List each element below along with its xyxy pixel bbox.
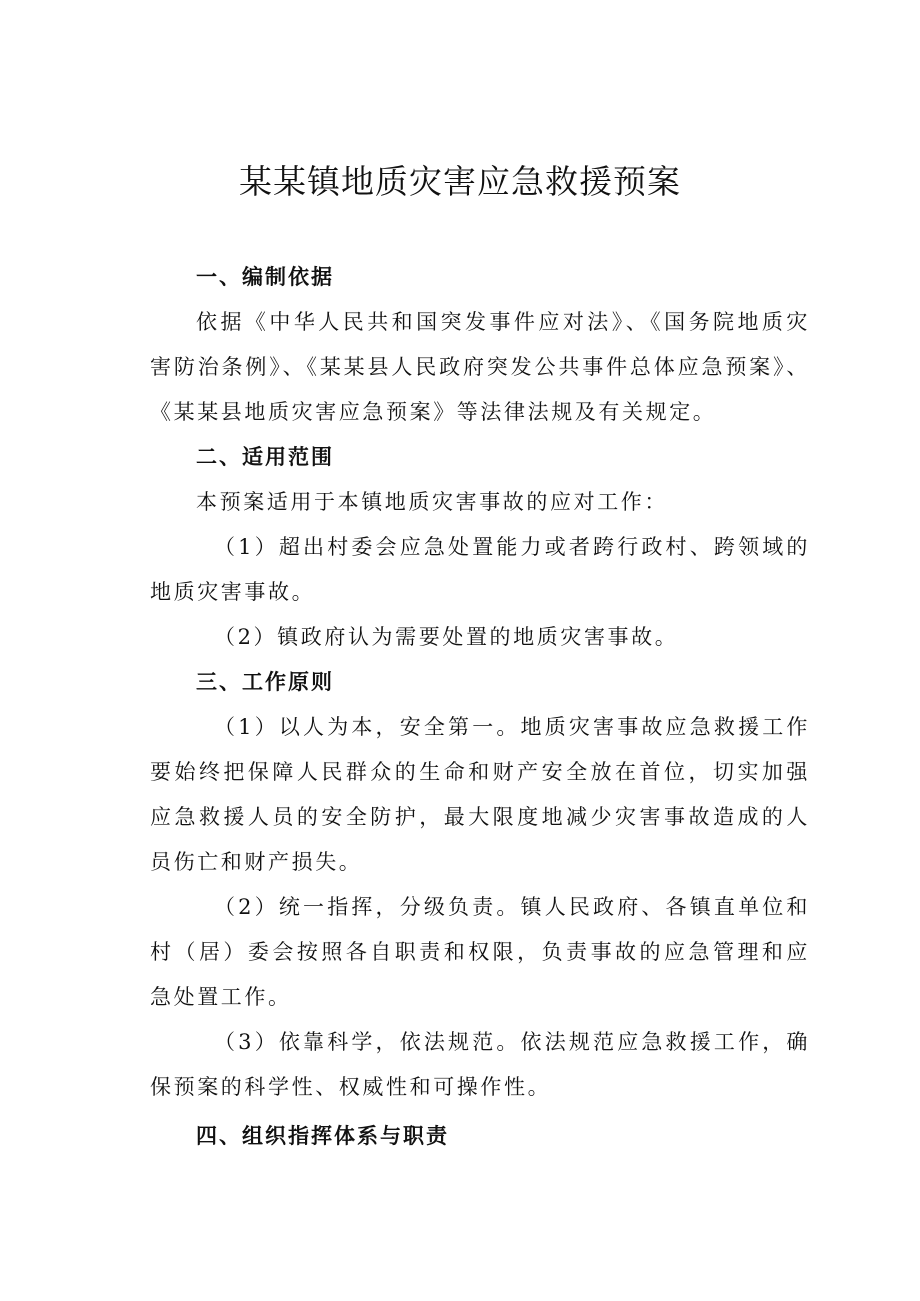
- principle-item-2: （2）统一指挥，分级负责。镇人民政府、各镇直单位和村（居）委会按照各自职责和权限，负责事故的应急管理和应急处置工作。: [150, 895, 810, 1009]
- document-body: [150, 255, 810, 1159]
- section-heading-basis: 一、编制依据: [196, 265, 334, 289]
- principle-item-1: （1）以人为本，安全第一。地质灾害事故应急救援工作要始终把保障人民群众的生命和财产安全放在首位，切实加强应急救援人员的安全防护，最大限度地减少灾害事故造成的人员伤亡和财产损失。: [150, 715, 810, 874]
- principle-item-3: （3）依靠科学，依法规范。依法规范应急救援工作，确保预案的科学性、权威性和可操作性。: [150, 1030, 810, 1099]
- section-heading-principles: 三、工作原则: [196, 670, 334, 694]
- scope-item-2: （2）镇政府认为需要处置的地质灾害事故。: [214, 625, 679, 649]
- scope-paragraph: 本预案适用于本镇地质灾害事故的应对工作：: [196, 490, 668, 514]
- section-heading-scope: 二、适用范围: [196, 445, 334, 469]
- scope-item-1: （1）超出村委会应急处置能力或者跨行政村、跨领域的地质灾害事故。: [150, 535, 810, 604]
- section-heading-organization: 四、组织指挥体系与职责: [196, 1124, 449, 1148]
- basis-paragraph: 依据《中华人民共和国突发事件应对法》、《国务院地质灾害防治条例》、《某某县人民政府突发公共事件总体应急预案》、《某某县地质灾害应急预案》等法律法规及有关规定。: [150, 310, 810, 424]
- document-title: 某某镇地质灾害应急救援预案: [239, 162, 681, 201]
